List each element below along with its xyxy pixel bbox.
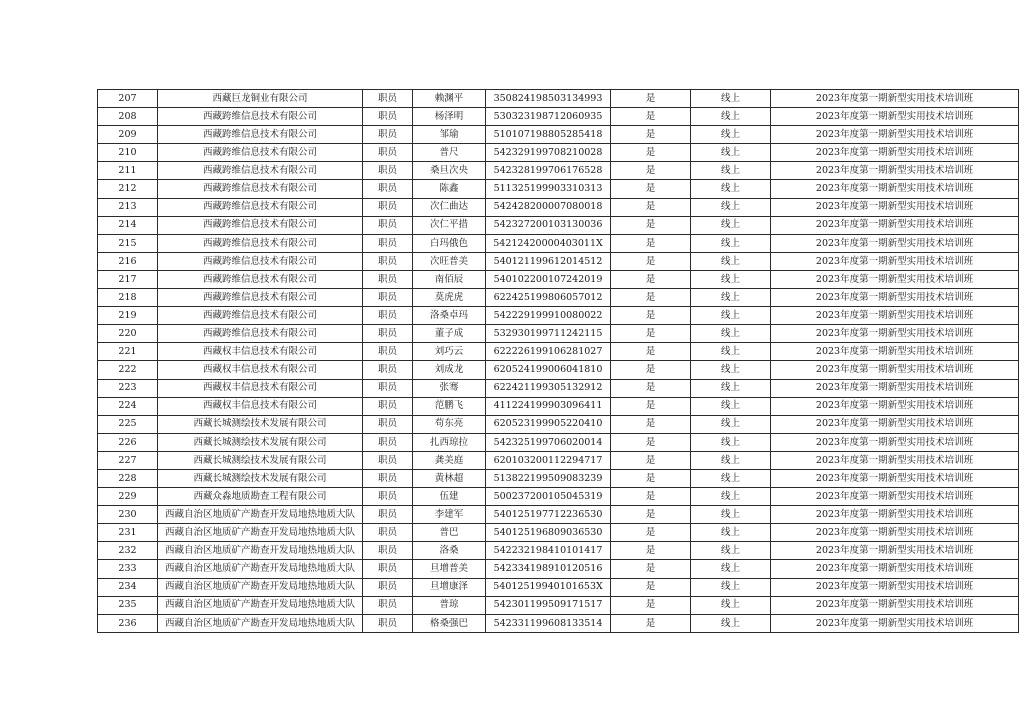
name-cell: 莫虎虎 (413, 289, 486, 307)
status-cell: 是 (611, 542, 691, 560)
company-cell: 西藏自治区地质矿产勘查开发局地热地质大队 (158, 596, 363, 614)
position-cell: 职员 (363, 361, 413, 379)
course-cell: 2023年度第一期新型实用技术培训班 (771, 162, 1019, 180)
position-cell: 职员 (363, 90, 413, 108)
status-cell: 是 (611, 289, 691, 307)
id-number-cell: 542329199708210028 (486, 144, 611, 162)
row-number-cell: 234 (98, 578, 158, 596)
mode-cell: 线上 (691, 614, 771, 632)
row-number-cell: 235 (98, 596, 158, 614)
name-cell: 洛桑 (413, 542, 486, 560)
row-number-cell: 216 (98, 252, 158, 270)
mode-cell: 线上 (691, 524, 771, 542)
position-cell: 职员 (363, 198, 413, 216)
company-cell: 西藏长城测绘技术发展有限公司 (158, 433, 363, 451)
mode-cell: 线上 (691, 560, 771, 578)
table-row (98, 596, 1019, 614)
course-cell: 2023年度第一期新型实用技术培训班 (771, 469, 1019, 487)
company-cell: 西藏众淼地质勘查工程有限公司 (158, 488, 363, 506)
status-cell: 是 (611, 433, 691, 451)
row-number-cell: 224 (98, 397, 158, 415)
position-cell: 职员 (363, 451, 413, 469)
mode-cell: 线上 (691, 361, 771, 379)
course-cell: 2023年度第一期新型实用技术培训班 (771, 560, 1019, 578)
table-row (98, 397, 1019, 415)
table-row (98, 234, 1019, 252)
id-number-cell: 542331199608133514 (486, 614, 611, 632)
course-cell: 2023年度第一期新型实用技术培训班 (771, 198, 1019, 216)
mode-cell: 线上 (691, 488, 771, 506)
name-cell: 次仁曲达 (413, 198, 486, 216)
company-cell: 西藏跨维信息技术有限公司 (158, 307, 363, 325)
company-cell: 西藏权丰信息技术有限公司 (158, 379, 363, 397)
company-cell: 西藏自治区地质矿产勘查开发局地热地质大队 (158, 506, 363, 524)
position-cell: 职员 (363, 469, 413, 487)
mode-cell: 线上 (691, 596, 771, 614)
course-cell: 2023年度第一期新型实用技术培训班 (771, 488, 1019, 506)
row-number-cell: 215 (98, 234, 158, 252)
company-cell: 西藏跨维信息技术有限公司 (158, 198, 363, 216)
row-number-cell: 223 (98, 379, 158, 397)
id-number-cell: 542334198910120516 (486, 560, 611, 578)
status-cell: 是 (611, 361, 691, 379)
table-row (98, 252, 1019, 270)
id-number-cell: 622421199305132912 (486, 379, 611, 397)
course-cell: 2023年度第一期新型实用技术培训班 (771, 108, 1019, 126)
course-cell: 2023年度第一期新型实用技术培训班 (771, 234, 1019, 252)
row-number-cell: 208 (98, 108, 158, 126)
company-cell: 西藏跨维信息技术有限公司 (158, 252, 363, 270)
table-row (98, 506, 1019, 524)
name-cell: 旦增康泽 (413, 578, 486, 596)
status-cell: 是 (611, 144, 691, 162)
position-cell: 职员 (363, 397, 413, 415)
id-number-cell: 532930199711242115 (486, 325, 611, 343)
course-cell: 2023年度第一期新型实用技术培训班 (771, 361, 1019, 379)
status-cell: 是 (611, 560, 691, 578)
id-number-cell: 542232198410101417 (486, 542, 611, 560)
position-cell: 职员 (363, 252, 413, 270)
position-cell: 职员 (363, 307, 413, 325)
position-cell: 职员 (363, 433, 413, 451)
name-cell: 杨泽明 (413, 108, 486, 126)
table-row (98, 180, 1019, 198)
position-cell: 职员 (363, 488, 413, 506)
position-cell: 职员 (363, 415, 413, 433)
status-cell: 是 (611, 469, 691, 487)
name-cell: 南佰辰 (413, 270, 486, 288)
table-row (98, 144, 1019, 162)
position-cell: 职员 (363, 325, 413, 343)
row-number-cell: 209 (98, 126, 158, 144)
position-cell: 职员 (363, 234, 413, 252)
position-cell: 职员 (363, 524, 413, 542)
status-cell: 是 (611, 415, 691, 433)
company-cell: 西藏跨维信息技术有限公司 (158, 108, 363, 126)
course-cell: 2023年度第一期新型实用技术培训班 (771, 180, 1019, 198)
row-number-cell: 207 (98, 90, 158, 108)
name-cell: 赖渊平 (413, 90, 486, 108)
table-row (98, 415, 1019, 433)
course-cell: 2023年度第一期新型实用技术培训班 (771, 90, 1019, 108)
row-number-cell: 228 (98, 469, 158, 487)
status-cell: 是 (611, 488, 691, 506)
table-row (98, 289, 1019, 307)
company-cell: 西藏长城测绘技术发展有限公司 (158, 415, 363, 433)
course-cell: 2023年度第一期新型实用技术培训班 (771, 542, 1019, 560)
name-cell: 龚美庭 (413, 451, 486, 469)
name-cell: 旦增普美 (413, 560, 486, 578)
mode-cell: 线上 (691, 397, 771, 415)
position-cell: 职员 (363, 506, 413, 524)
position-cell: 职员 (363, 343, 413, 361)
position-cell: 职员 (363, 560, 413, 578)
course-cell: 2023年度第一期新型实用技术培训班 (771, 216, 1019, 234)
course-cell: 2023年度第一期新型实用技术培训班 (771, 126, 1019, 144)
company-cell: 西藏自治区地质矿产勘查开发局地热地质大队 (158, 614, 363, 632)
company-cell: 西藏自治区地质矿产勘查开发局地热地质大队 (158, 524, 363, 542)
name-cell: 张骞 (413, 379, 486, 397)
course-cell: 2023年度第一期新型实用技术培训班 (771, 144, 1019, 162)
name-cell: 伍建 (413, 488, 486, 506)
name-cell: 普巴 (413, 524, 486, 542)
course-cell: 2023年度第一期新型实用技术培训班 (771, 415, 1019, 433)
table-row (98, 361, 1019, 379)
row-number-cell: 218 (98, 289, 158, 307)
status-cell: 是 (611, 506, 691, 524)
company-cell: 西藏权丰信息技术有限公司 (158, 343, 363, 361)
table-row (98, 270, 1019, 288)
row-number-cell: 217 (98, 270, 158, 288)
company-cell: 西藏跨维信息技术有限公司 (158, 162, 363, 180)
mode-cell: 线上 (691, 90, 771, 108)
position-cell: 职员 (363, 108, 413, 126)
table-row (98, 379, 1019, 397)
status-cell: 是 (611, 162, 691, 180)
roster-table (97, 89, 1019, 633)
company-cell: 西藏自治区地质矿产勘查开发局地热地质大队 (158, 542, 363, 560)
course-cell: 2023年度第一期新型实用技术培训班 (771, 451, 1019, 469)
mode-cell: 线上 (691, 252, 771, 270)
company-cell: 西藏巨龙铜业有限公司 (158, 90, 363, 108)
position-cell: 职员 (363, 578, 413, 596)
course-cell: 2023年度第一期新型实用技术培训班 (771, 325, 1019, 343)
row-number-cell: 233 (98, 560, 158, 578)
status-cell: 是 (611, 325, 691, 343)
name-cell: 格桑强巴 (413, 614, 486, 632)
position-cell: 职员 (363, 216, 413, 234)
status-cell: 是 (611, 270, 691, 288)
course-cell: 2023年度第一期新型实用技术培训班 (771, 397, 1019, 415)
id-number-cell: 542301199509171517 (486, 596, 611, 614)
row-number-cell: 214 (98, 216, 158, 234)
company-cell: 西藏权丰信息技术有限公司 (158, 397, 363, 415)
mode-cell: 线上 (691, 325, 771, 343)
company-cell: 西藏自治区地质矿产勘查开发局地热地质大队 (158, 578, 363, 596)
row-number-cell: 236 (98, 614, 158, 632)
name-cell: 范鹏飞 (413, 397, 486, 415)
status-cell: 是 (611, 307, 691, 325)
status-cell: 是 (611, 343, 691, 361)
company-cell: 西藏跨维信息技术有限公司 (158, 126, 363, 144)
id-number-cell: 542327200103130036 (486, 216, 611, 234)
company-cell: 西藏自治区地质矿产勘查开发局地热地质大队 (158, 560, 363, 578)
mode-cell: 线上 (691, 469, 771, 487)
company-cell: 西藏权丰信息技术有限公司 (158, 361, 363, 379)
id-number-cell: 540125196809036530 (486, 524, 611, 542)
id-number-cell: 620523199905220410 (486, 415, 611, 433)
name-cell: 陈鑫 (413, 180, 486, 198)
name-cell: 洛桑卓玛 (413, 307, 486, 325)
id-number-cell: 622226199106281027 (486, 343, 611, 361)
row-number-cell: 212 (98, 180, 158, 198)
status-cell: 是 (611, 252, 691, 270)
mode-cell: 线上 (691, 108, 771, 126)
row-number-cell: 225 (98, 415, 158, 433)
roster-body (98, 90, 1019, 633)
table-row (98, 451, 1019, 469)
course-cell: 2023年度第一期新型实用技术培训班 (771, 578, 1019, 596)
position-cell: 职员 (363, 542, 413, 560)
row-number-cell: 232 (98, 542, 158, 560)
position-cell: 职员 (363, 596, 413, 614)
table-row (98, 560, 1019, 578)
position-cell: 职员 (363, 126, 413, 144)
mode-cell: 线上 (691, 180, 771, 198)
name-cell: 扎西琼拉 (413, 433, 486, 451)
name-cell: 刘成龙 (413, 361, 486, 379)
status-cell: 是 (611, 524, 691, 542)
name-cell: 李建军 (413, 506, 486, 524)
id-number-cell: 54012519940101653X (486, 578, 611, 596)
mode-cell: 线上 (691, 542, 771, 560)
mode-cell: 线上 (691, 379, 771, 397)
row-number-cell: 230 (98, 506, 158, 524)
name-cell: 白玛俄色 (413, 234, 486, 252)
row-number-cell: 220 (98, 325, 158, 343)
mode-cell: 线上 (691, 270, 771, 288)
id-number-cell: 513822199509083239 (486, 469, 611, 487)
id-number-cell: 530323198712060935 (486, 108, 611, 126)
course-cell: 2023年度第一期新型实用技术培训班 (771, 343, 1019, 361)
id-number-cell: 411224199903096411 (486, 397, 611, 415)
id-number-cell: 542229199910080022 (486, 307, 611, 325)
table-row (98, 126, 1019, 144)
table-row (98, 524, 1019, 542)
mode-cell: 线上 (691, 162, 771, 180)
id-number-cell: 542428200007080018 (486, 198, 611, 216)
status-cell: 是 (611, 397, 691, 415)
status-cell: 是 (611, 90, 691, 108)
mode-cell: 线上 (691, 144, 771, 162)
table-row (98, 343, 1019, 361)
company-cell: 西藏跨维信息技术有限公司 (158, 234, 363, 252)
name-cell: 刘巧云 (413, 343, 486, 361)
status-cell: 是 (611, 596, 691, 614)
row-number-cell: 229 (98, 488, 158, 506)
mode-cell: 线上 (691, 289, 771, 307)
row-number-cell: 213 (98, 198, 158, 216)
row-number-cell: 226 (98, 433, 158, 451)
row-number-cell: 210 (98, 144, 158, 162)
status-cell: 是 (611, 216, 691, 234)
course-cell: 2023年度第一期新型实用技术培训班 (771, 614, 1019, 632)
course-cell: 2023年度第一期新型实用技术培训班 (771, 433, 1019, 451)
position-cell: 职员 (363, 180, 413, 198)
position-cell: 职员 (363, 614, 413, 632)
name-cell: 桑旦次央 (413, 162, 486, 180)
id-number-cell: 622425199806057012 (486, 289, 611, 307)
table-row (98, 216, 1019, 234)
table-row (98, 325, 1019, 343)
position-cell: 职员 (363, 162, 413, 180)
table-row (98, 488, 1019, 506)
table-row (98, 469, 1019, 487)
mode-cell: 线上 (691, 578, 771, 596)
table-row (98, 433, 1019, 451)
name-cell: 黄林超 (413, 469, 486, 487)
status-cell: 是 (611, 126, 691, 144)
name-cell: 次仁平措 (413, 216, 486, 234)
position-cell: 职员 (363, 144, 413, 162)
company-cell: 西藏长城测绘技术发展有限公司 (158, 469, 363, 487)
name-cell: 普尺 (413, 144, 486, 162)
id-number-cell: 511325199903310313 (486, 180, 611, 198)
course-cell: 2023年度第一期新型实用技术培训班 (771, 506, 1019, 524)
status-cell: 是 (611, 234, 691, 252)
mode-cell: 线上 (691, 198, 771, 216)
status-cell: 是 (611, 451, 691, 469)
company-cell: 西藏长城测绘技术发展有限公司 (158, 451, 363, 469)
status-cell: 是 (611, 198, 691, 216)
mode-cell: 线上 (691, 433, 771, 451)
course-cell: 2023年度第一期新型实用技术培训班 (771, 524, 1019, 542)
id-number-cell: 540125197712236530 (486, 506, 611, 524)
status-cell: 是 (611, 614, 691, 632)
position-cell: 职员 (363, 270, 413, 288)
id-number-cell: 540121199612014512 (486, 252, 611, 270)
mode-cell: 线上 (691, 343, 771, 361)
company-cell: 西藏跨维信息技术有限公司 (158, 216, 363, 234)
position-cell: 职员 (363, 379, 413, 397)
name-cell: 邹瑜 (413, 126, 486, 144)
table-row (98, 307, 1019, 325)
course-cell: 2023年度第一期新型实用技术培训班 (771, 252, 1019, 270)
course-cell: 2023年度第一期新型实用技术培训班 (771, 379, 1019, 397)
row-number-cell: 219 (98, 307, 158, 325)
company-cell: 西藏跨维信息技术有限公司 (158, 270, 363, 288)
course-cell: 2023年度第一期新型实用技术培训班 (771, 289, 1019, 307)
mode-cell: 线上 (691, 415, 771, 433)
mode-cell: 线上 (691, 126, 771, 144)
mode-cell: 线上 (691, 307, 771, 325)
id-number-cell: 510107198805285418 (486, 126, 611, 144)
status-cell: 是 (611, 108, 691, 126)
id-number-cell: 620103200112294717 (486, 451, 611, 469)
id-number-cell: 540102200107242019 (486, 270, 611, 288)
table-row (98, 162, 1019, 180)
row-number-cell: 221 (98, 343, 158, 361)
table-row (98, 614, 1019, 632)
course-cell: 2023年度第一期新型实用技术培训班 (771, 270, 1019, 288)
status-cell: 是 (611, 578, 691, 596)
mode-cell: 线上 (691, 451, 771, 469)
company-cell: 西藏跨维信息技术有限公司 (158, 180, 363, 198)
id-number-cell: 542328199706176528 (486, 162, 611, 180)
mode-cell: 线上 (691, 506, 771, 524)
table-row (98, 90, 1019, 108)
row-number-cell: 211 (98, 162, 158, 180)
course-cell: 2023年度第一期新型实用技术培训班 (771, 307, 1019, 325)
status-cell: 是 (611, 180, 691, 198)
company-cell: 西藏跨维信息技术有限公司 (158, 325, 363, 343)
id-number-cell: 542325199706020014 (486, 433, 611, 451)
mode-cell: 线上 (691, 216, 771, 234)
id-number-cell: 500237200105045319 (486, 488, 611, 506)
name-cell: 次旺普美 (413, 252, 486, 270)
name-cell: 董子成 (413, 325, 486, 343)
id-number-cell: 620524199006041810 (486, 361, 611, 379)
position-cell: 职员 (363, 289, 413, 307)
name-cell: 普琼 (413, 596, 486, 614)
id-number-cell: 54212420000403011X (486, 234, 611, 252)
table-row (98, 542, 1019, 560)
row-number-cell: 222 (98, 361, 158, 379)
row-number-cell: 231 (98, 524, 158, 542)
mode-cell: 线上 (691, 234, 771, 252)
company-cell: 西藏跨维信息技术有限公司 (158, 289, 363, 307)
name-cell: 苟东亮 (413, 415, 486, 433)
table-row (98, 578, 1019, 596)
id-number-cell: 350824198503134993 (486, 90, 611, 108)
row-number-cell: 227 (98, 451, 158, 469)
course-cell: 2023年度第一期新型实用技术培训班 (771, 596, 1019, 614)
table-row (98, 108, 1019, 126)
company-cell: 西藏跨维信息技术有限公司 (158, 144, 363, 162)
table-row (98, 198, 1019, 216)
status-cell: 是 (611, 379, 691, 397)
